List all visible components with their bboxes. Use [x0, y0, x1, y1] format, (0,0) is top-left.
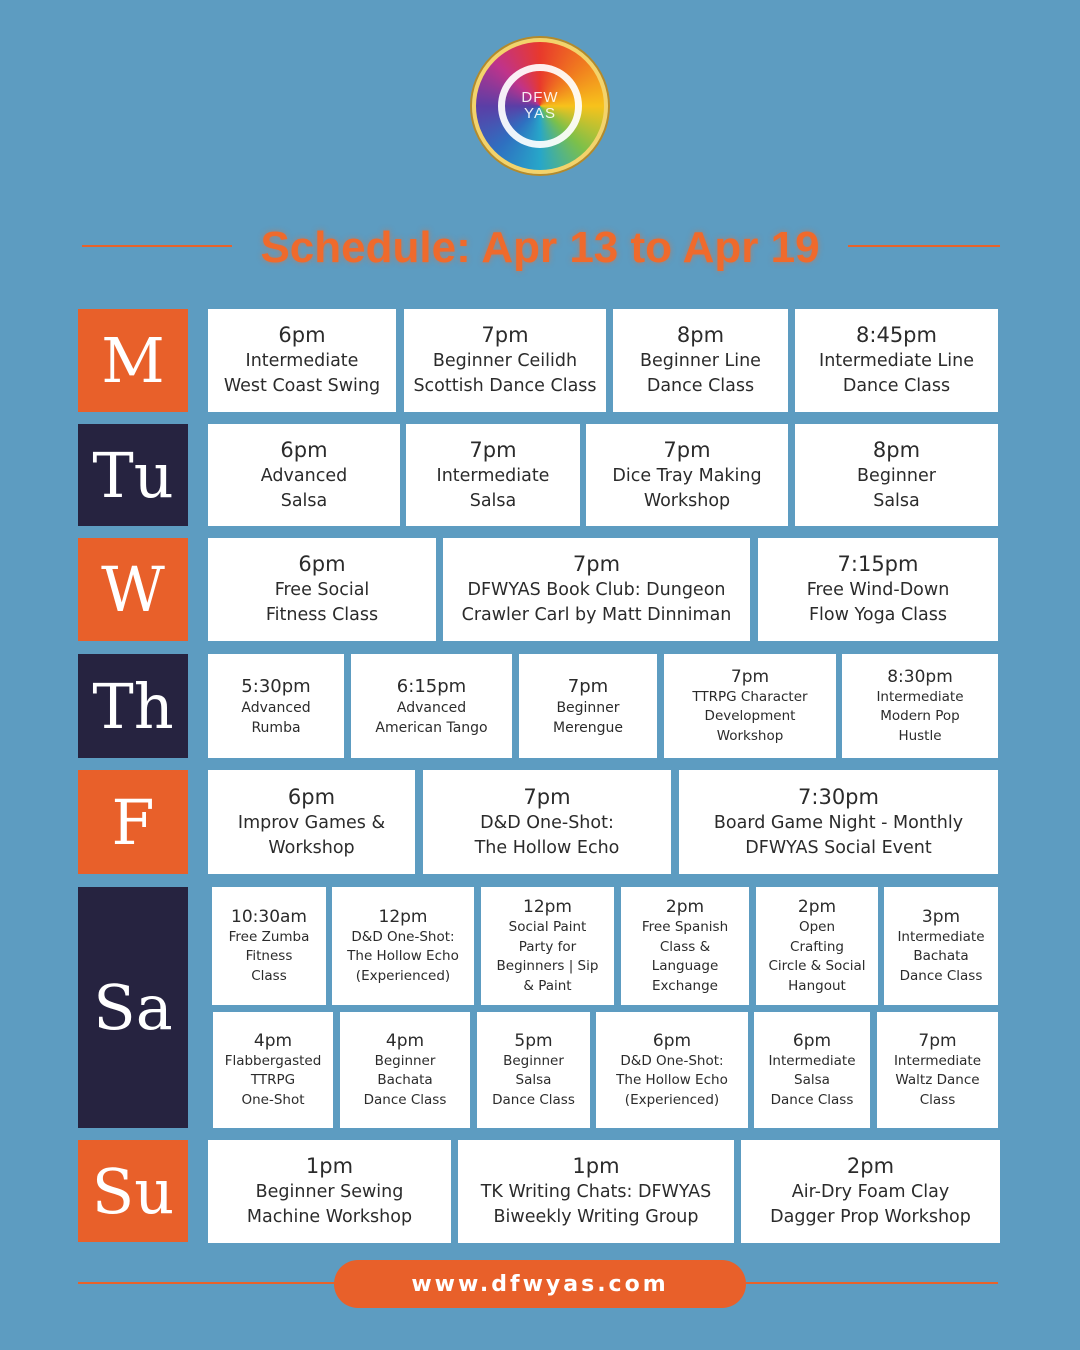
title-divider-right	[848, 245, 1000, 247]
event-card[interactable]	[213, 1012, 333, 1128]
event-time: 7:15pm	[837, 552, 919, 576]
event-title: Free Spanish Class & Language Exchange	[641, 919, 729, 994]
event-title: Intermediate Waltz Dance Class	[893, 1052, 982, 1108]
event-title: TTRPG Character Development Workshop	[692, 688, 808, 744]
event-card[interactable]	[884, 887, 998, 1005]
event-time: 6pm	[652, 1030, 692, 1051]
title-divider-left	[82, 245, 232, 247]
event-time: 3pm	[921, 906, 961, 927]
event-title: Advanced Rumba	[241, 699, 311, 736]
event-card[interactable]	[754, 1012, 870, 1128]
event-title: Beginner Line Dance Class	[640, 351, 761, 396]
event-card[interactable]	[877, 1012, 998, 1128]
event-card[interactable]	[613, 309, 788, 412]
event-title: Dice Tray Making Workshop	[612, 465, 762, 511]
day-label-monday: M	[78, 309, 188, 412]
event-card[interactable]	[477, 1012, 590, 1128]
event-title: D&D One-Shot: The Hollow Echo (Experienced)	[616, 1052, 728, 1108]
event-time: 1pm	[305, 1154, 354, 1178]
event-time: 4pm	[385, 1030, 425, 1051]
event-time: 6pm	[298, 552, 346, 576]
event-time: 2pm	[846, 1154, 895, 1178]
event-card[interactable]	[519, 654, 657, 758]
event-card[interactable]	[586, 424, 788, 526]
event-title: D&D One-Shot: The Hollow Echo	[474, 812, 620, 858]
event-time: 7:30pm	[798, 784, 879, 809]
event-title: Intermediate Line Dance Class	[819, 351, 974, 396]
event-card[interactable]	[208, 654, 344, 758]
event-title: Flabbergasted TTRPG One-Shot	[224, 1052, 322, 1108]
event-card[interactable]	[340, 1012, 470, 1128]
event-time: 7pm	[523, 784, 571, 809]
event-time: 7pm	[663, 437, 711, 462]
event-time: 6pm	[287, 784, 336, 809]
website-link[interactable]: www.dfwyas.com	[334, 1260, 746, 1308]
event-time: 10:30am	[231, 906, 307, 927]
event-title: Intermediate West Coast Swing	[223, 351, 381, 396]
event-title: Free Zumba Fitness Class	[228, 928, 310, 984]
logo-text-line1: DFW	[521, 89, 559, 106]
event-time: 1pm	[572, 1154, 620, 1178]
event-card[interactable]	[208, 1140, 451, 1243]
event-card[interactable]	[756, 887, 878, 1005]
event-time: 7pm	[918, 1030, 957, 1051]
event-title: Intermediate Bachata Dance Class	[897, 928, 985, 984]
event-time: 8:45pm	[856, 323, 937, 347]
event-time: 6pm	[792, 1030, 832, 1051]
event-time: 7pm	[481, 323, 529, 347]
day-label-wednesday: W	[78, 538, 188, 641]
event-card[interactable]	[481, 887, 614, 1005]
event-card[interactable]	[406, 424, 580, 526]
event-title: Free Wind-Down Flow Yoga Class	[806, 580, 950, 625]
event-card[interactable]	[621, 887, 749, 1005]
event-title: Free Social Fitness Class	[265, 580, 379, 625]
event-title: Beginner Ceilidh Scottish Dance Class	[413, 351, 597, 396]
event-time: 12pm	[378, 906, 428, 927]
event-title: Beginner Bachata Dance Class	[363, 1052, 447, 1108]
event-time: 5:30pm	[241, 675, 311, 697]
event-card[interactable]	[212, 887, 326, 1005]
day-label-friday: F	[78, 770, 188, 874]
event-title: DFWYAS Book Club: Dungeon Crawler Carl by Matt Dinniman	[461, 580, 732, 625]
event-title: Open Crafting Circle & Social Hangout	[768, 919, 866, 994]
day-label-saturday: Sa	[78, 887, 188, 1128]
event-title: TK Writing Chats: DFWYAS Biweekly Writing Group	[480, 1182, 712, 1227]
event-time: 2pm	[797, 897, 837, 917]
event-title: Air-Dry Foam Clay Dagger Prop Workshop	[770, 1182, 971, 1227]
day-label-thursday: Th	[78, 654, 188, 758]
day-label-tuesday: Tu	[78, 424, 188, 526]
event-time: 6pm	[278, 323, 326, 347]
event-time: 8:30pm	[887, 666, 953, 687]
event-card[interactable]	[842, 654, 998, 758]
event-card[interactable]	[332, 887, 474, 1005]
event-title: Beginner Sewing Machine Workshop	[246, 1182, 413, 1227]
event-card[interactable]	[443, 538, 750, 641]
event-card[interactable]	[208, 770, 415, 874]
event-title: Board Game Night - Monthly DFWYAS Social Event	[713, 812, 964, 858]
event-time: 8pm	[676, 323, 725, 347]
event-card[interactable]	[351, 654, 512, 758]
event-title: Beginner Salsa	[857, 465, 936, 511]
event-title: Intermediate Modern Pop Hustle	[876, 688, 964, 744]
event-card[interactable]	[208, 538, 436, 641]
event-card[interactable]	[458, 1140, 734, 1243]
page-title: Schedule: Apr 13 to Apr 19	[260, 223, 820, 272]
event-card[interactable]	[596, 1012, 748, 1128]
event-time: 7pm	[567, 675, 609, 697]
footer-divider-left	[78, 1282, 336, 1284]
event-time: 7pm	[572, 552, 621, 576]
event-title: D&D One-Shot: The Hollow Echo (Experienced)	[347, 928, 459, 984]
event-title: Social Paint Party for Beginners | Sip & Paint	[496, 919, 599, 994]
event-time: 12pm	[523, 897, 572, 917]
event-time: 5pm	[514, 1030, 553, 1051]
event-time: 2pm	[665, 897, 705, 917]
logo-text	[476, 90, 604, 122]
event-title: Intermediate Salsa	[436, 465, 550, 511]
event-card[interactable]	[741, 1140, 1000, 1243]
event-time: 6:15pm	[396, 675, 467, 697]
event-card[interactable]	[208, 309, 396, 412]
event-card[interactable]	[679, 770, 998, 874]
event-time: 4pm	[253, 1030, 293, 1051]
event-title: Improv Games & Workshop	[237, 812, 386, 858]
event-title: Advanced Salsa	[260, 465, 348, 511]
event-time: 8pm	[872, 437, 921, 462]
event-card[interactable]	[208, 424, 400, 526]
event-time: 6pm	[280, 437, 328, 462]
dfwyas-logo	[472, 38, 608, 174]
event-card[interactable]	[404, 309, 606, 412]
event-card[interactable]	[795, 424, 998, 526]
footer-divider-right	[744, 1282, 998, 1284]
event-time: 7pm	[730, 666, 770, 687]
event-title: Beginner Merengue	[553, 699, 623, 736]
day-label-sunday: Su	[78, 1140, 188, 1242]
logo-text-line2: YAS	[524, 105, 556, 122]
event-time: 7pm	[469, 437, 517, 462]
event-card[interactable]	[664, 654, 836, 758]
event-card[interactable]	[423, 770, 671, 874]
event-title: Beginner Salsa Dance Class	[492, 1052, 575, 1108]
event-card[interactable]	[795, 309, 998, 412]
event-card[interactable]	[758, 538, 998, 641]
event-title: Advanced American Tango	[375, 699, 488, 736]
event-title: Intermediate Salsa Dance Class	[768, 1052, 856, 1108]
